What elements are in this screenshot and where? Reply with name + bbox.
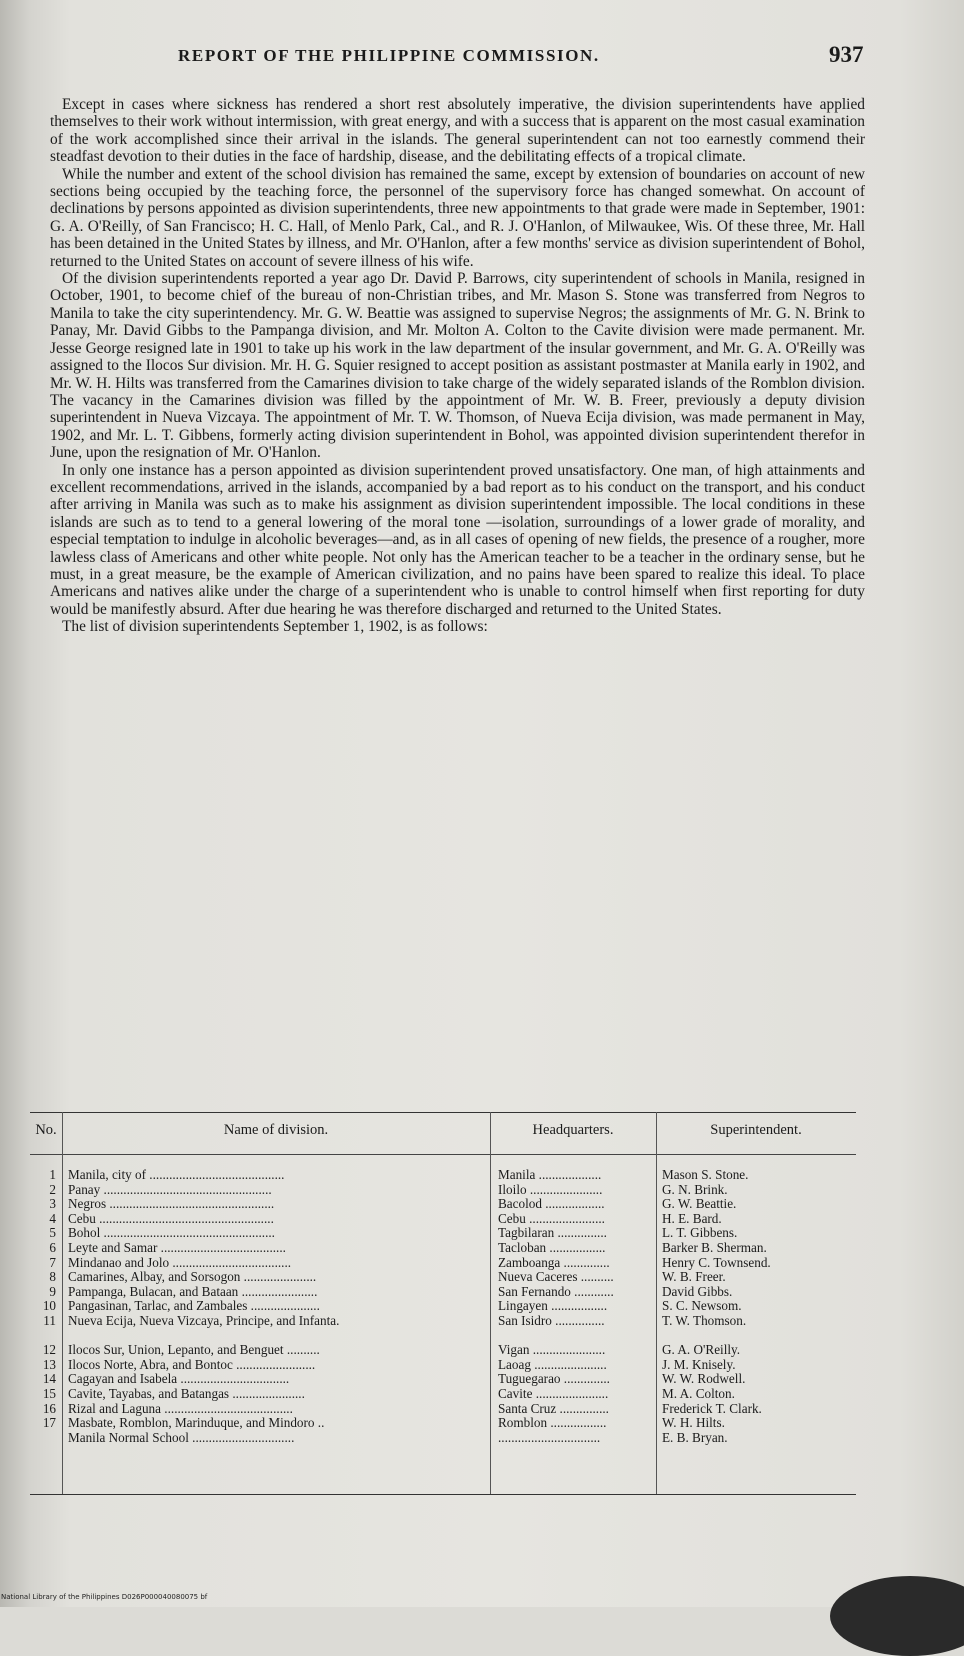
- cell-superintendent: J. M. Knisely.: [662, 1356, 736, 1372]
- cell-superintendent: Barker B. Sherman.: [662, 1239, 767, 1255]
- table-row: [30, 1402, 856, 1417]
- table-row: [30, 1168, 856, 1183]
- list-intro: The list of division superintendents September 1, 1902, is as follows:: [62, 618, 488, 636]
- header-division: Name of division.: [223, 1122, 329, 1138]
- table-row: [30, 1212, 856, 1227]
- cell-division: Panay ...................................................: [68, 1181, 272, 1197]
- table-bottom-rule: [30, 1494, 856, 1495]
- cell-superintendent: David Gibbs.: [662, 1283, 733, 1299]
- cell-no: 8: [49, 1269, 56, 1285]
- table-top-rule: [30, 1112, 856, 1113]
- header-headquarters: Headquarters.: [532, 1122, 614, 1138]
- cell-headquarters: San Fernando ............: [498, 1283, 614, 1299]
- cell-superintendent: W. B. Freer.: [662, 1269, 726, 1285]
- cell-division: Manila Normal School ...............................: [68, 1429, 295, 1445]
- table-row: [30, 1416, 856, 1431]
- superintendents-table: [30, 1168, 856, 1445]
- cell-no: 15: [42, 1385, 56, 1401]
- cell-headquarters: Cavite ......................: [498, 1385, 609, 1401]
- cell-headquarters: Iloilo ......................: [498, 1181, 603, 1197]
- cell-superintendent: H. E. Bard.: [662, 1210, 722, 1226]
- table-header-rule: [30, 1154, 856, 1155]
- cell-superintendent: T. W. Thomson.: [662, 1312, 747, 1328]
- cell-headquarters: San Isidro ...............: [498, 1312, 605, 1328]
- table-row: [30, 1270, 856, 1285]
- scan-footer: National Library of the Philippines D026P000040080075 bf: [1, 1593, 208, 1601]
- table-row: [30, 1387, 856, 1402]
- cell-division: Negros ..................................................: [68, 1196, 275, 1212]
- cell-superintendent: S. C. Newsom.: [662, 1298, 742, 1314]
- cell-headquarters: Bacolod ..................: [498, 1196, 605, 1212]
- cell-superintendent: G. W. Beattie.: [662, 1196, 737, 1212]
- cell-headquarters: Tagbilaran ...............: [498, 1225, 607, 1241]
- cell-division: Camarines, Albay, and Sorsogon ......................: [68, 1269, 317, 1285]
- cell-superintendent: W. W. Rodwell.: [662, 1371, 746, 1387]
- header-superintendent: Superintendent.: [710, 1122, 802, 1138]
- cell-headquarters: Cebu .......................: [498, 1210, 605, 1226]
- cell-division: Leyte and Samar ......................................: [68, 1239, 286, 1255]
- table-row: [30, 1226, 856, 1241]
- table-row: [30, 1358, 856, 1373]
- cell-no: 4: [49, 1210, 56, 1226]
- table-row: [30, 1431, 856, 1446]
- cell-headquarters: Vigan ......................: [498, 1342, 606, 1358]
- cell-superintendent: M. A. Colton.: [662, 1385, 735, 1401]
- cell-no: 3: [49, 1196, 56, 1212]
- cell-headquarters: ...............................: [498, 1429, 601, 1445]
- cell-no: 9: [49, 1283, 56, 1299]
- cell-division: Cavite, Tayabas, and Batangas ......................: [68, 1385, 305, 1401]
- paragraph: Except in cases where sickness has rendered a short rest absolutely imperative, the division superintendents have applied themselves to their work without intermission, with great energy, and with a success that is apparent on the most casual examination of the work accomplished since their arrival in the islands. The general superintendent can not too earnestly commend their steadfast devotion to their duties in the face of hardship, disease, and the debilitating effects of a tropical climate.: [50, 96, 865, 166]
- cell-division: Mindanao and Jolo ....................................: [68, 1254, 292, 1270]
- cell-division: Cagayan and Isabela .................................: [68, 1371, 290, 1387]
- page-header: [0, 42, 964, 72]
- cell-headquarters: Romblon .................: [498, 1415, 607, 1431]
- cell-division: Nueva Ecija, Nueva Vizcaya, Principe, and Infanta.: [68, 1312, 340, 1328]
- cell-no: 11: [43, 1312, 56, 1328]
- cell-division: Cebu .....................................................: [68, 1210, 274, 1226]
- cell-no: 12: [42, 1342, 56, 1358]
- cell-no: 17: [42, 1415, 56, 1431]
- cell-division: Ilocos Sur, Union, Lepanto, and Benguet ..........: [68, 1342, 320, 1358]
- cell-no: 16: [42, 1400, 56, 1416]
- cell-no: 1: [49, 1167, 56, 1182]
- cell-division: Manila, city of .........................................: [68, 1167, 285, 1182]
- table-row: [30, 1256, 856, 1271]
- cell-division: Pangasinan, Tarlac, and Zambales .....................: [68, 1298, 320, 1314]
- cell-superintendent: G. A. O'Reilly.: [662, 1342, 741, 1358]
- paragraph: While the number and extent of the school division has remained the same, except by extension of boundaries on account of new sections being occupied by the teaching force, the personnel of the supervisory force has changed somewhat. On account of declinations by persons appointed as division superintendents, three new appointments to that grade were made in September, 1901: G. A. O'Reilly, of San Francisco; H. C. Hall, of Menlo Park, Cal., and R. J. O'Hanlon, of Milwaukee, Wis. Of these three, Mr. Hall has been detained in the United States by illness, and Mr. O'Hanlon, after a few months' service as division superintendent of Bohol, returned to the United States on account of severe illness of his wife.: [50, 165, 865, 270]
- table-row: [30, 1314, 856, 1343]
- cell-superintendent: Mason S. Stone.: [662, 1167, 749, 1182]
- table-row: [30, 1343, 856, 1358]
- cell-superintendent: G. N. Brink.: [662, 1181, 728, 1197]
- cell-superintendent: E. B. Bryan.: [662, 1429, 728, 1445]
- table-row: [30, 1299, 856, 1314]
- table-row: [30, 1197, 856, 1212]
- cell-no: 14: [42, 1371, 56, 1387]
- cell-headquarters: Lingayen .................: [498, 1298, 608, 1314]
- table-row: [30, 1241, 856, 1256]
- scanner-shadow: [830, 1576, 964, 1656]
- cell-division: Bohol ....................................................: [68, 1225, 275, 1241]
- cell-headquarters: Tuguegarao ..............: [498, 1371, 610, 1387]
- cell-superintendent: W. H. Hilts.: [662, 1415, 725, 1431]
- cell-headquarters: Laoag ......................: [498, 1356, 607, 1372]
- cell-no: 6: [49, 1239, 56, 1255]
- cell-headquarters: Tacloban .................: [498, 1239, 606, 1255]
- cell-division: Ilocos Norte, Abra, and Bontoc ........................: [68, 1356, 316, 1372]
- cell-division: Pampanga, Bulacan, and Bataan .......................: [68, 1283, 318, 1299]
- cell-superintendent: Henry C. Townsend.: [662, 1254, 771, 1270]
- paragraph: Of the division superintendents reported a year ago Dr. David P. Barrows, city superintendent of schools in Manila, resigned in October, 1901, to become chief of the bureau of non-Christian tribes, and Mr. Mason S. Stone was transferred from Negros to Manila to take the city superintendency. Mr. G. W. Beattie was assigned to supervise Negros; the assignments of Mr. G. N. Brink to Panay, Mr. David Gibbs to the Pampanga division, and Mr. Molton A. Colton to the Cavite division were made permanent. Mr. Jesse George resigned late in 1901 to take up his work in the law department of the insular government, and Mr. G. A. O'Reilly was assigned to the Ilocos Sur division. Mr. H. G. Squier resigned to accept position as assistant postmaster at Manila early in 1902, and Mr. W. H. Hilts was transferred from the Camarines division to take charge of the widely separated islands of the Romblon division. The vacancy in the Camarines division was filled by the appointment of Mr. W. B. Freer, previously a deputy division superintendent in Nueva Vizcaya. The appointment of Mr. T. W. Thomson, of Nueva Ecija division, was made permanent in May, 1902, and Mr. L. T. Gibbens, formerly acting division superintendent in Bohol, was appointed division superintendent therefor in June, upon the resignation of Mr. O'Hanlon.: [50, 270, 865, 462]
- table-row: [30, 1285, 856, 1300]
- cell-no: 7: [49, 1254, 56, 1270]
- table-row: [30, 1183, 856, 1198]
- cell-headquarters: Manila ...................: [498, 1167, 602, 1182]
- cell-division: Rizal and Laguna .......................................: [68, 1400, 293, 1416]
- table-row: [30, 1372, 856, 1387]
- cell-no: 5: [49, 1225, 56, 1241]
- paragraph: In only one instance has a person appointed as division superintendent proved unsatisfactory. One man, of high attainments and excellent recommendations, arrived in the islands, accompanied by a bad report as to his conduct on the transport, and his conduct after arriving in Manila was such as to make his assignment as division superintendent impossible. The local conditions in these islands are such as to tend to a general lowering of the moral tone —isolation, surroundings of a lower grade of morality, and especial temptation to indulge in alcoholic beverages—and, as in all cases of opening of new fields, the presence of a rougher, more lawless class of Americans and other white people. Not only has the American teacher to be a teacher in the ordinary sense, but he must, in a great measure, be the example of American civilization, and no pains have been spared to realize this ideal. To place Americans and natives alike under the charge of a superintendent who is unable to control himself when first reporting for duty would be manifestly absurd. After due hearing he was therefore discharged and returned to the United States.: [50, 461, 865, 618]
- cell-no: 10: [42, 1298, 56, 1314]
- running-title: REPORT OF THE PHILIPPINE COMMISSION.: [178, 46, 600, 65]
- cell-superintendent: Frederick T. Clark.: [662, 1400, 762, 1416]
- cell-division: Masbate, Romblon, Marinduque, and Mindoro ..: [68, 1415, 325, 1431]
- cell-superintendent: L. T. Gibbens.: [662, 1225, 738, 1241]
- header-no: No.: [35, 1122, 57, 1138]
- cell-headquarters: Santa Cruz ...............: [498, 1400, 609, 1416]
- cell-headquarters: Nueva Caceres ..........: [498, 1269, 614, 1285]
- cell-no: 2: [49, 1181, 56, 1197]
- page-number: 937: [829, 42, 864, 67]
- cell-headquarters: Zamboanga ..............: [498, 1254, 610, 1270]
- body-text: [50, 96, 865, 636]
- cell-no: 13: [42, 1356, 56, 1372]
